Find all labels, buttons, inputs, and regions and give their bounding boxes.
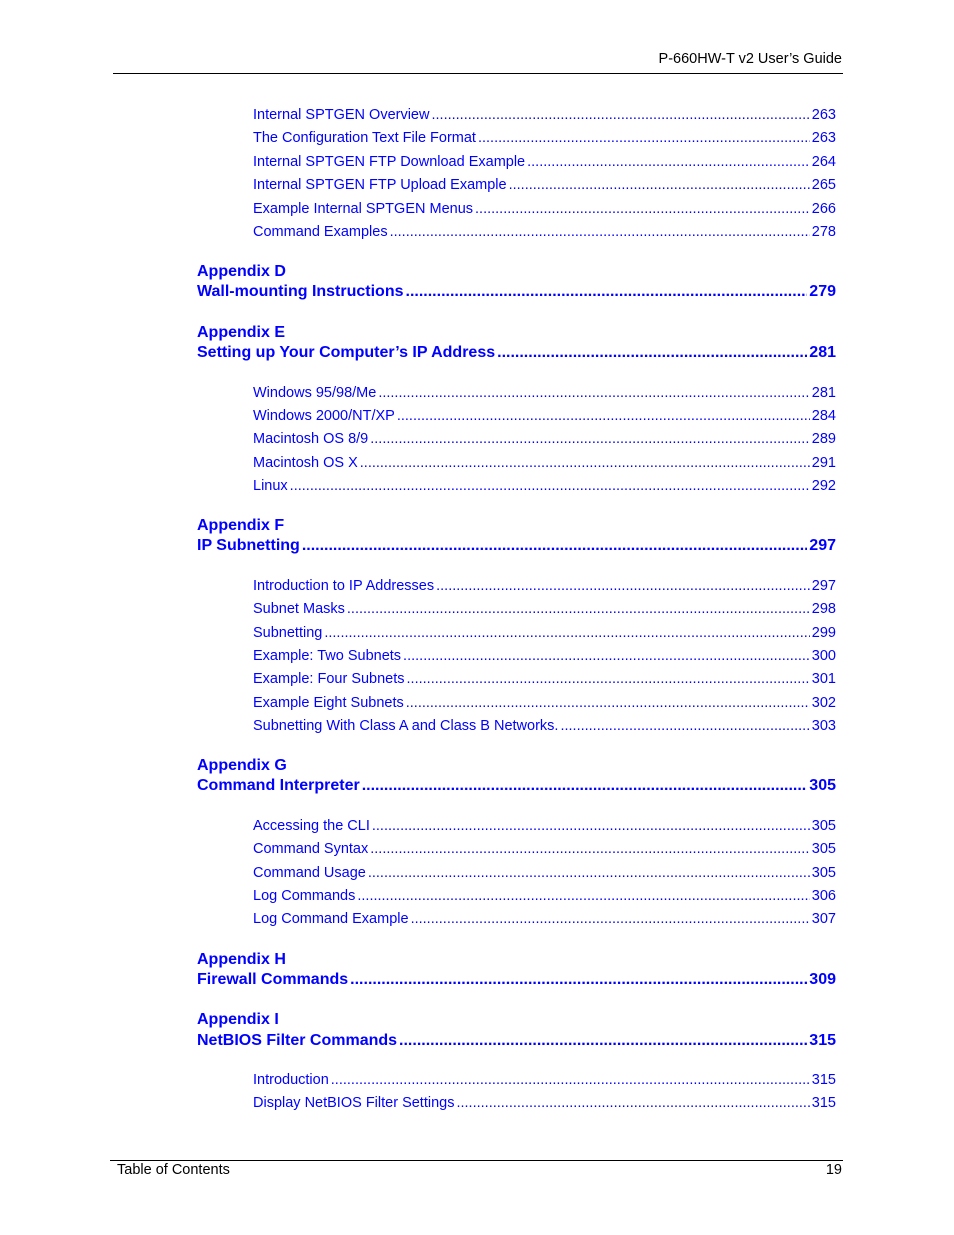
toc-entry-page: 278 <box>811 224 836 240</box>
toc-entry-page: 306 <box>811 888 836 904</box>
leader-dots <box>403 648 810 664</box>
toc-entry-page: 305 <box>809 777 836 794</box>
footer-page-number: 19 <box>825 1162 842 1178</box>
toc-entry-title: Example: Four Subnets <box>253 671 405 687</box>
toc-entry-title: The Configuration Text File Format <box>253 130 476 146</box>
leader-dots <box>436 578 810 594</box>
leader-dots <box>497 344 807 362</box>
toc-entry[interactable] <box>253 478 836 498</box>
toc-entry-page: 266 <box>811 201 836 217</box>
toc-entry-title: Command Examples <box>253 224 388 240</box>
toc-entry[interactable] <box>253 224 836 244</box>
toc-entry[interactable] <box>253 625 836 645</box>
toc-entry[interactable] <box>253 201 836 221</box>
toc-entry-page: 307 <box>811 911 836 927</box>
leader-dots <box>527 154 810 170</box>
toc-entry-page: 315 <box>809 1032 836 1049</box>
toc-entry-page: 281 <box>811 385 836 401</box>
toc-entry-title: Subnetting With Class A and Class B Networks. <box>253 718 559 734</box>
toc-entry-page: 303 <box>811 718 836 734</box>
toc-entry-page: 292 <box>811 478 836 494</box>
toc-entry-page: 309 <box>809 971 836 988</box>
leader-dots <box>362 777 808 795</box>
toc-entry[interactable] <box>253 385 836 405</box>
toc-entry-title: Introduction to IP Addresses <box>253 578 435 594</box>
leader-dots <box>357 888 809 904</box>
appendix-h-entry[interactable] <box>197 971 836 993</box>
leader-dots <box>411 911 810 927</box>
appendix-i-entry[interactable] <box>197 1032 836 1054</box>
leader-dots <box>399 1032 807 1050</box>
toc-entry-page: 263 <box>811 107 836 123</box>
toc-entry[interactable] <box>253 1095 836 1115</box>
toc-entry-title: Display NetBIOS Filter Settings <box>253 1095 455 1111</box>
leader-dots <box>456 1095 809 1111</box>
toc-entry-title: Windows 2000/NT/XP <box>253 408 395 424</box>
leader-dots <box>372 818 810 834</box>
toc-entry-title: Example: Two Subnets <box>253 648 402 664</box>
toc-entry-title: Setting up Your Computer’s IP Address <box>197 344 496 361</box>
toc-entry-title: Command Syntax <box>253 841 369 857</box>
leader-dots <box>350 971 807 989</box>
toc-entry-page: 301 <box>811 671 836 687</box>
toc-entry-page: 289 <box>811 431 836 447</box>
leader-dots <box>324 625 809 641</box>
toc-entry[interactable] <box>253 671 836 691</box>
toc-entry[interactable] <box>253 601 836 621</box>
leader-dots <box>478 130 810 146</box>
toc-entry[interactable] <box>253 888 836 908</box>
toc-entry-page: 284 <box>811 408 836 424</box>
leader-dots <box>390 224 810 240</box>
toc-entry-title: NetBIOS Filter Commands <box>197 1032 398 1049</box>
toc-entry-title: Accessing the CLI <box>253 818 370 834</box>
toc-entry-title: Example Internal SPTGEN Menus <box>253 201 474 217</box>
toc-entry-page: 298 <box>811 601 836 617</box>
toc-entry-title: Internal SPTGEN FTP Upload Example <box>253 177 507 193</box>
leader-dots <box>331 1072 810 1088</box>
toc-entry-title: Wall-mounting Instructions <box>197 283 404 300</box>
toc-entry[interactable] <box>253 865 836 885</box>
toc-entry[interactable] <box>253 911 836 931</box>
toc-entry-page: 263 <box>811 130 836 146</box>
leader-dots <box>397 408 810 424</box>
running-header: P-660HW-T v2 User’s Guide <box>658 51 842 67</box>
toc-entry[interactable] <box>253 408 836 428</box>
toc-entry-title: Linux <box>253 478 288 494</box>
toc-entry-title: Subnet Masks <box>253 601 345 617</box>
toc-entry-page: 305 <box>811 841 836 857</box>
leader-dots <box>509 177 810 193</box>
toc-entry-page: 291 <box>811 455 836 471</box>
toc-entry-page: 299 <box>811 625 836 641</box>
leader-dots <box>302 537 807 555</box>
toc-entry-page: 300 <box>811 648 836 664</box>
footer-section: Table of Contents <box>117 1162 230 1178</box>
appendix-i-label[interactable]: Appendix I <box>197 1011 279 1028</box>
toc-entry-title: Log Command Example <box>253 911 409 927</box>
toc-entry-page: 297 <box>811 578 836 594</box>
appendix-g-label[interactable]: Appendix G <box>197 757 287 774</box>
toc-entry-title: Macintosh OS X <box>253 455 358 471</box>
leader-dots <box>370 841 810 857</box>
toc-entry-title: Macintosh OS 8/9 <box>253 431 369 447</box>
toc-entry[interactable] <box>253 1072 836 1092</box>
toc-entry-title: IP Subnetting <box>197 537 300 554</box>
leader-dots <box>560 718 809 734</box>
toc-entry-page: 264 <box>811 154 836 170</box>
toc-entry-title: Subnetting <box>253 625 323 641</box>
toc-entry-page: 297 <box>809 537 836 554</box>
toc-entry-page: 281 <box>809 344 836 361</box>
toc-entry[interactable] <box>253 154 836 174</box>
appendix-g-entry[interactable] <box>197 777 836 799</box>
appendix-e-label[interactable]: Appendix E <box>197 324 286 341</box>
toc-entry[interactable] <box>253 130 836 150</box>
toc-entry[interactable] <box>253 107 836 127</box>
toc-entry-page: 305 <box>811 818 836 834</box>
leader-dots <box>360 455 810 471</box>
toc-entry-title: Windows 95/98/Me <box>253 385 377 401</box>
toc-entry[interactable] <box>253 841 836 861</box>
toc-entry[interactable] <box>253 177 836 197</box>
appendix-f-label[interactable]: Appendix F <box>197 517 285 534</box>
toc-entry-title: Example Eight Subnets <box>253 695 404 711</box>
footer-rule <box>110 1160 843 1161</box>
toc-entry-page: 279 <box>809 283 836 300</box>
leader-dots <box>407 671 810 687</box>
leader-dots <box>290 478 810 494</box>
toc-entry-page: 302 <box>811 695 836 711</box>
appendix-f-entry[interactable] <box>197 537 836 559</box>
toc-entry-page: 305 <box>811 865 836 881</box>
leader-dots <box>406 695 810 711</box>
toc-entry-page: 265 <box>811 177 836 193</box>
leader-dots <box>406 283 808 301</box>
appendix-e-entry[interactable] <box>197 344 836 366</box>
toc-entry-page: 315 <box>811 1072 836 1088</box>
toc-entry[interactable] <box>253 648 836 668</box>
toc-entry[interactable] <box>253 695 836 715</box>
appendix-d-label[interactable]: Appendix D <box>197 263 286 280</box>
leader-dots <box>347 601 810 617</box>
header-rule <box>113 73 843 74</box>
leader-dots <box>368 865 810 881</box>
toc-entry-title: Command Usage <box>253 865 366 881</box>
toc-entry-title: Firewall Commands <box>197 971 349 988</box>
leader-dots <box>475 201 810 217</box>
toc-entry[interactable] <box>253 455 836 475</box>
toc-entry[interactable] <box>253 718 836 738</box>
leader-dots <box>378 385 809 401</box>
appendix-h-label[interactable]: Appendix H <box>197 951 286 968</box>
toc-entry-title: Command Interpreter <box>197 777 360 794</box>
toc-entry[interactable] <box>253 431 836 451</box>
leader-dots <box>431 107 809 123</box>
toc-entry-title: Log Commands <box>253 888 356 904</box>
appendix-d-entry[interactable] <box>197 283 836 305</box>
toc-entry-page: 315 <box>811 1095 836 1111</box>
leader-dots <box>370 431 810 447</box>
toc-entry-title: Internal SPTGEN Overview <box>253 107 430 123</box>
toc-entry-title: Introduction <box>253 1072 329 1088</box>
toc-entry[interactable] <box>253 578 836 598</box>
toc-entry-title: Internal SPTGEN FTP Download Example <box>253 154 526 170</box>
toc-entry[interactable] <box>253 818 836 838</box>
